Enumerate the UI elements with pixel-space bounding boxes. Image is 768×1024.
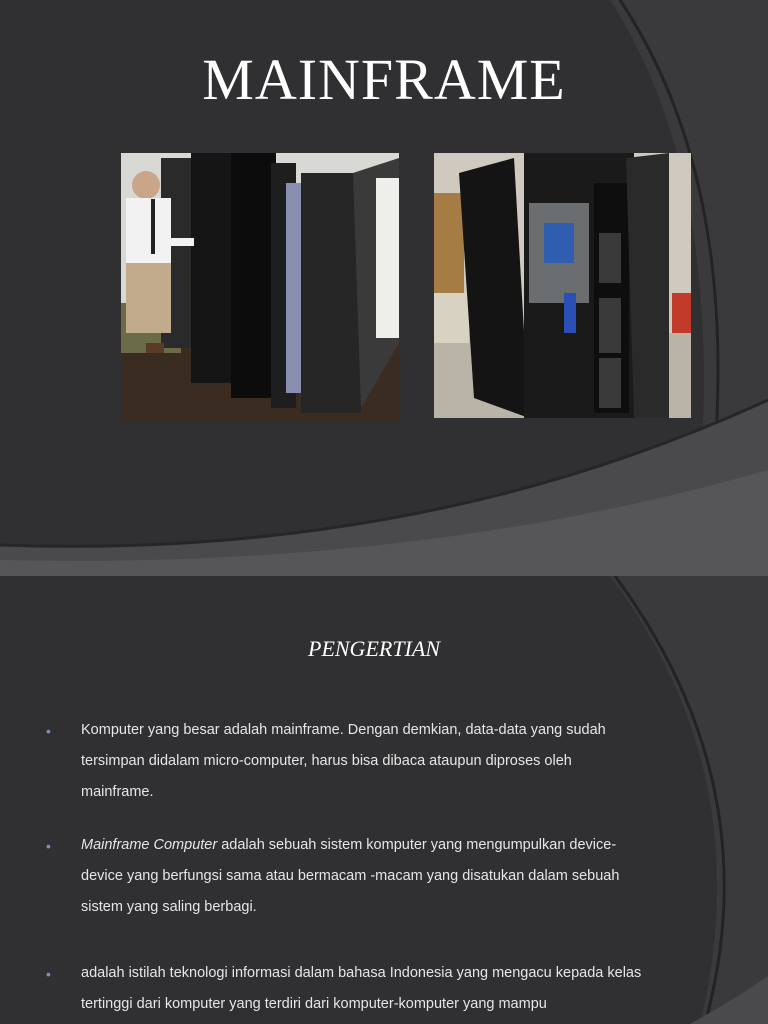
- section-heading: PENGERTIAN: [308, 636, 440, 661]
- mainframe-photo-open-cabinet: [434, 153, 691, 418]
- bullet-icon: •: [46, 723, 51, 739]
- bullet-lead: Mainframe Computer: [81, 837, 218, 853]
- slide-2: [0, 576, 768, 1024]
- bullet-text: Komputer yang besar adalah mainframe. Dengan demkian, data-data yang sudah tersimpan didalam micro-computer, harus bisa dibaca ataupun diproses oleh mainframe.: [81, 722, 606, 800]
- bullet-text: [81, 830, 646, 923]
- bullet-text: adalah istilah teknologi informasi dalam bahasa Indonesia yang mengacu kepada kelas tertinggi dari komputer yang terdiri dari komputer-komputer yang mampu: [81, 965, 642, 1012]
- bullet-icon: •: [46, 966, 51, 982]
- bullet-icon: •: [46, 838, 51, 854]
- bullet-body: adalah sebuah sistem komputer yang mengumpulkan device-device yang berfungsi sama atau bermacam -macam yang disatukan dalam sebuah sistem yang saling berbagi.: [81, 837, 620, 915]
- slide-title: MAINFRAME: [202, 47, 566, 112]
- mainframe-photo-man: [121, 153, 399, 422]
